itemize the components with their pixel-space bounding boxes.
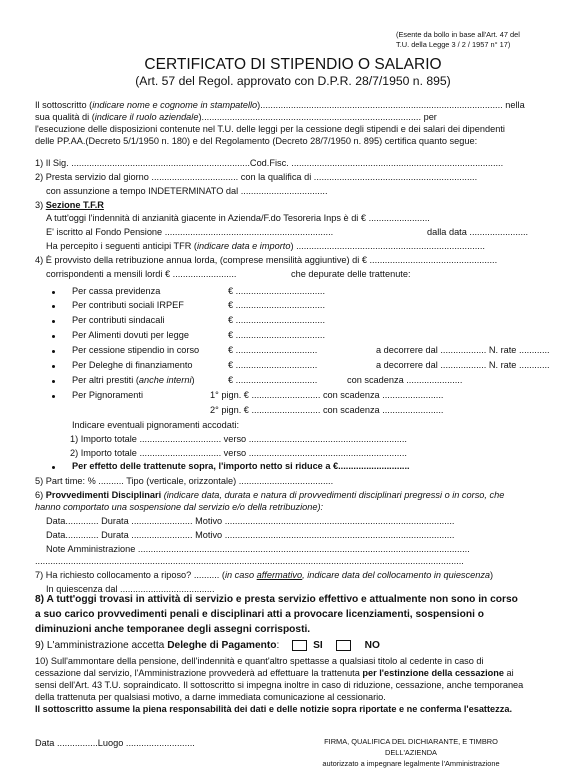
deduction-label: Per contributi sindacali	[72, 315, 165, 325]
deduction-amount: € ...................................	[228, 330, 326, 340]
signature-title-line-1: FIRMA, QUALIFICA DEL DICHIARANTE, E TIMBRO	[324, 737, 498, 746]
deduction-label: Per cessione stipendio in corso	[72, 345, 200, 355]
section-6-description: hanno comportato una sospensione dal servizio e/o della retribuzione):	[35, 502, 324, 512]
bullet-icon	[52, 466, 55, 469]
net-amount-line: Per effetto delle trattenute sopra, l'importo netto si riduce a €............................	[72, 461, 410, 471]
deduction-label: Per contributi sociali IRPEF	[72, 300, 184, 310]
queued-garnishments-label: Indicare eventuali pignoramenti accodati:	[72, 420, 240, 430]
section-3-pension-fund-date: dalla data .......................	[427, 227, 529, 237]
deduction-amount: € ................................	[228, 375, 318, 385]
section-10-line-1: 10) Sull'ammontare della pensione, dell'indennità e quant'altro spettasse a qualsiasi titolo al cedente in caso di	[35, 656, 484, 666]
signature-authorization-note: autorizzato a impegnare legalmente l'Amministrazione	[322, 759, 500, 768]
bullet-icon	[52, 395, 55, 398]
section-4-deductions-intro: che depurate delle trattenute:	[291, 269, 411, 279]
section-8-line-1: 8) A tutt'oggi trovasi in attività di servizio e presta servizio effettivo e attualmente non sono in corso	[35, 594, 518, 605]
deduction-amount: € ...................................	[228, 300, 326, 310]
deduction-amount: € ...................................	[228, 315, 326, 325]
section-1-name-fiscal-code: 1) Il Sig. ......................................................................Cod.Fisc. ...................................................................................	[35, 158, 504, 168]
deduction-start-rate: a decorrere dal .................. N. rate ............	[376, 345, 550, 355]
administration-notes: Note Amministrazione ..................................................................................................................................	[46, 544, 470, 554]
deduction-label: Per altri prestiti (anche interni)	[72, 375, 195, 385]
section-7-retirement: 7) Ha richiesto collocamento a riposo? .......... (in caso affermativo, indicare data del collocamento in quiescenza)	[35, 570, 494, 580]
document-title: CERTIFICATO DI STIPENDIO O SALARIO	[144, 56, 442, 73]
deduction-label: Per Pignoramenti	[72, 390, 143, 400]
bullet-icon	[52, 320, 55, 323]
deduction-label: Per Deleghe di finanziamento	[72, 360, 193, 370]
bullet-icon	[52, 291, 55, 294]
deduction-due-date: con scadenza ......................	[347, 375, 463, 385]
section-4-monthly-gross: corrispondenti a mensili lordi € .........................	[46, 269, 237, 279]
intro-line-3: l'esecuzione delle disposizioni contenute nel T.U. delle leggi per la cessione degli stipendi e dei salari dei dipendenti	[35, 124, 505, 134]
garnishment-2: 2° pign. € ........................... con scadenza ........................	[210, 405, 444, 415]
bullet-icon	[52, 350, 55, 353]
bullet-icon	[52, 380, 55, 383]
queued-garnishment-2: 2) Importo totale ................................ verso ..............................................................	[70, 448, 407, 458]
deduction-label: Per cassa previdenza	[72, 286, 161, 296]
garnishment-1: 1° pign. € ........................... con scadenza ........................	[210, 390, 444, 400]
section-3-pension-fund: E' iscritto al Fondo Pensione ..................................................................	[46, 227, 334, 237]
deduction-amount: € ...................................	[228, 286, 326, 296]
administration-notes-continuation: ........................................................................................................................................................................	[35, 556, 464, 566]
header-note-line1: (Esente da bollo in base all'Art. 47 del	[396, 30, 520, 39]
section-10-line-2: cessazione dal servizio, l'Amministrazione provvederà ad effettuare la trattenuta per l'estinzione della cessazione ai	[35, 668, 514, 678]
bullet-icon	[52, 365, 55, 368]
section-2-hiring-line: con assunzione a tempo INDETERMINATO dal ..................................	[46, 186, 328, 196]
yes-checkbox[interactable]	[292, 640, 307, 651]
section-3-heading: 3) Sezione T.F.R	[35, 200, 104, 210]
no-label: NO	[364, 640, 380, 652]
section-10-line-4: della trattenuta per qualsiasi motivo, a darne immediata comunicazione al cessionario.	[35, 692, 386, 702]
responsibility-statement: Il sottoscritto assume la piena responsabilità dei dati e delle notizie sopra riportate e ne conferma l'esattezza.	[35, 704, 513, 714]
disciplinary-row-2: Data............. Durata ........................ Motivo ..........................................................................................	[46, 530, 455, 540]
bullet-icon	[52, 305, 55, 308]
no-checkbox[interactable]	[336, 640, 351, 651]
section-8-line-2: a suo carico provvedimenti penali e disciplinari atti a provocare licenziamenti, sospensioni o	[35, 609, 484, 620]
signature-title-line-2: DELL'AZIENDA	[385, 748, 437, 757]
bullet-icon	[52, 335, 55, 338]
disciplinary-row-1: Data............. Durata ........................ Motivo ..........................................................................................	[46, 516, 455, 526]
deduction-label: Per Alimenti dovuti per legge	[72, 330, 189, 340]
intro-line-2: sua qualità di (indicare il ruolo aziendale)...................................................................................... per	[35, 112, 437, 122]
section-3-tfr-amount: A tutt'oggi l'indennità di anzianità giacente in Azienda/F.do Tesoreria Inps è di € ........................	[46, 213, 430, 223]
date-place-field: Data ................Luogo ...........................	[35, 738, 195, 748]
section-3-tfr-advances: Ha percepito i seguenti anticipi TFR (indicare data e importo) ..........................................................................	[46, 241, 485, 251]
deduction-start-rate: a decorrere dal .................. N. rate ............	[376, 360, 550, 370]
section-6-heading: 6) Provvedimenti Disciplinari (indicare data, durata e natura di provvedimenti disciplinari pregressi o in corso, che	[35, 490, 505, 500]
yes-label: SI	[313, 640, 323, 652]
queued-garnishment-1: 1) Importo totale ................................ verso ..............................................................	[70, 434, 407, 444]
section-4-annual-gross: 4) È provvisto della retribuzione annua lorda, (comprese mensilità aggiuntive) di € ..................................................	[35, 255, 498, 265]
section-8-line-3: diminuzioni anche temporanee degli assegni corrisposti.	[35, 624, 311, 635]
intro-line-4: delle PP.AA.(Decreto 5/1/1950 n. 180) e del Regolamento (Decreto 28/7/1950 n. 895) certifica quanto segue:	[35, 136, 478, 146]
header-note-line2: T.U. della Legge 3 / 2 / 1957 n° 17)	[396, 40, 511, 49]
section-9-payment-delegations: 9) L'amministrazione accetta Deleghe di Pagamento: SI NO	[35, 640, 380, 652]
deduction-amount: € ................................	[228, 345, 318, 355]
document-subtitle: (Art. 57 del Regol. approvato con D.P.R. 28/7/1950 n. 895)	[135, 74, 451, 88]
intro-line-1: Il sottoscritto (indicare nome e cognome in stampatello)............................................................................................... nella	[35, 100, 525, 110]
section-10-line-3: sensi dell'Art. 43 T.U. sopraindicato. Il sottoscritto si impegna inoltre in caso di riduzione, cessazione, anche temporanea	[35, 680, 524, 690]
section-7-retired-since: In quiescenza dal .....................................	[46, 584, 215, 594]
section-2-service-line: 2) Presta servizio dal giorno .................................. con la qualifica di ................................................................	[35, 172, 478, 182]
deduction-amount: € ................................	[228, 360, 318, 370]
section-5-part-time: 5) Part time: % .......... Tipo (verticale, orizzontale) .....................................	[35, 476, 334, 486]
